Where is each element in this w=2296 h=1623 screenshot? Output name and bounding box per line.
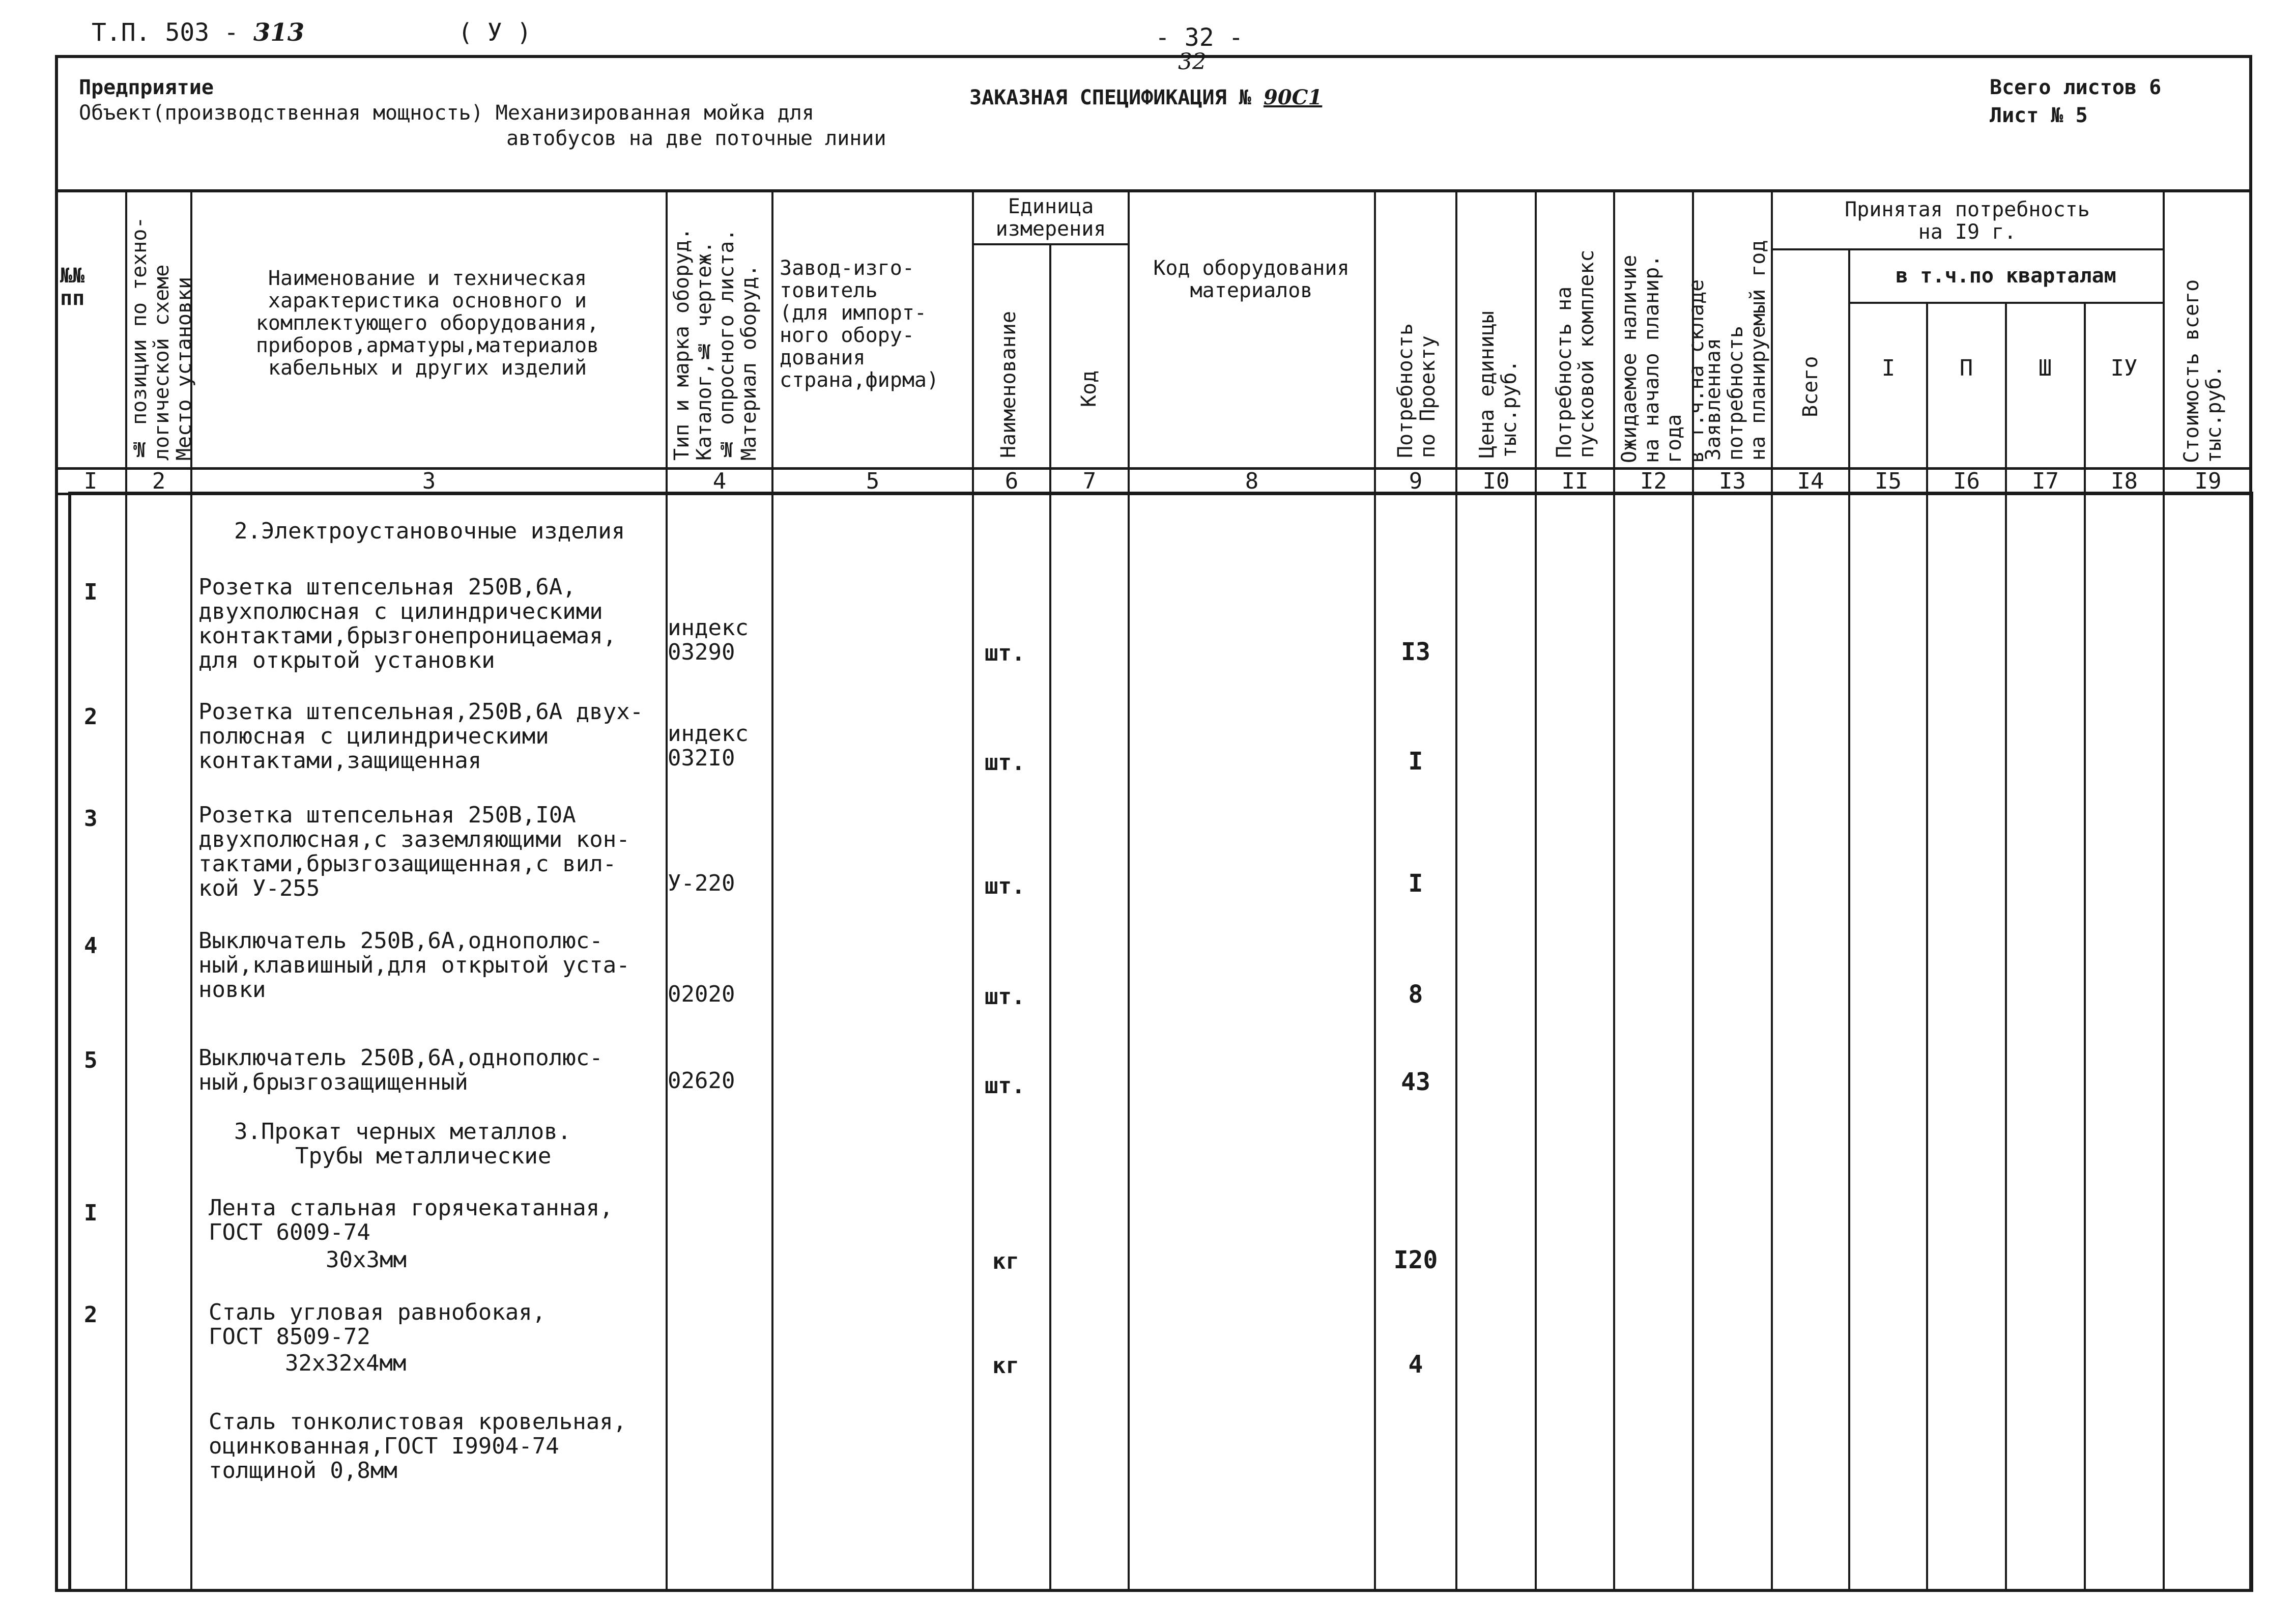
spec-title: ЗАКАЗНАЯ СПЕЦИФИКАЦИЯ № 90С1 bbox=[969, 86, 1323, 109]
object-line-2: автобусов на две поточные линии bbox=[506, 127, 886, 150]
row-qty: 8 bbox=[1408, 980, 1423, 1009]
row-qty: I20 bbox=[1393, 1246, 1438, 1274]
col-4-header: Тип и марка оборуд. Каталог,№ чертеж. № опросного листа. Материал оборуд. bbox=[670, 227, 761, 461]
column-number: I2 bbox=[1640, 468, 1667, 494]
row-name: Лента стальная горячекатанная, ГОСТ 6009-74 bbox=[209, 1195, 613, 1245]
col-line bbox=[1771, 191, 1773, 1590]
row-number: I bbox=[84, 579, 98, 605]
row-unit: кг bbox=[992, 1248, 1019, 1274]
col-line bbox=[972, 191, 974, 1590]
column-number: I9 bbox=[2194, 468, 2222, 494]
col-7-header: Код bbox=[1077, 370, 1101, 407]
row-type: индекс 03290 bbox=[668, 615, 749, 665]
col-line bbox=[771, 191, 773, 1590]
doc-marker: ( У ) bbox=[458, 18, 532, 47]
col-line bbox=[1535, 191, 1537, 1590]
row-unit: кг bbox=[992, 1353, 1019, 1379]
col-16-header: П bbox=[1959, 355, 1973, 381]
row-qty: 43 bbox=[1401, 1068, 1430, 1096]
col-line bbox=[2084, 303, 2086, 1590]
col-line bbox=[1613, 191, 1615, 1590]
col-9-header: Потребность по Проекту bbox=[1394, 323, 1440, 458]
col-6-header: Наименование bbox=[997, 311, 1020, 458]
column-number: I bbox=[83, 468, 98, 494]
column-number: I6 bbox=[1953, 468, 1980, 494]
column-number: 8 bbox=[1245, 468, 1259, 494]
row-type: У-220 bbox=[668, 870, 735, 896]
row-name: Сталь угловая равнобокая, ГОСТ 8509-72 bbox=[209, 1299, 546, 1350]
sheet-current: Лист № 5 bbox=[1990, 104, 2088, 127]
row-number: I bbox=[84, 1200, 98, 1226]
column-number: I8 bbox=[2111, 468, 2138, 494]
col-line bbox=[1128, 191, 1130, 1590]
col-14-header: Всего bbox=[1799, 356, 1822, 417]
header-divider bbox=[55, 189, 2252, 192]
row-unit: шт. bbox=[985, 1073, 1025, 1099]
unit-group-header: Единица измерения bbox=[995, 195, 1106, 241]
page-number: - 32 - bbox=[1155, 23, 1244, 52]
row-qty: I bbox=[1408, 869, 1423, 898]
row-size: 30х3мм bbox=[326, 1247, 407, 1273]
col-1-header: №№ пп bbox=[60, 264, 85, 310]
row-name: Выключатель 250В,6А,однополюс- ный,брызгозащищенный bbox=[198, 1045, 603, 1095]
col-line bbox=[1455, 191, 1457, 1590]
col-line bbox=[2163, 191, 2165, 1590]
column-number: 4 bbox=[712, 468, 727, 494]
column-number: I5 bbox=[1875, 468, 1902, 494]
row-unit: шт. bbox=[985, 984, 1025, 1010]
column-number: 2 bbox=[152, 468, 166, 494]
col-15-header: I bbox=[1881, 355, 1896, 381]
section-heading-electrical: 2.Электроустановочные изделия bbox=[234, 518, 625, 544]
row-size: 32х32х4мм bbox=[285, 1350, 407, 1376]
enterprise-label: Предприятие bbox=[79, 76, 214, 99]
column-number: I3 bbox=[1719, 468, 1746, 494]
doc-reference: Т.П. 503 - 313 bbox=[92, 18, 305, 47]
col-line bbox=[1926, 303, 1928, 1590]
column-number: I0 bbox=[1482, 468, 1510, 494]
page-number-handwritten: 32 bbox=[1178, 49, 1207, 75]
row-name: Выключатель 250В,6А,однополюс- ный,клавишный,для открытой уста- новки bbox=[198, 928, 630, 1003]
column-number: II bbox=[1561, 468, 1589, 494]
col-13-header: Заявленная потребность на планируемый год bbox=[1702, 240, 1770, 461]
row-name: Розетка штепсельная 250В,I0А двухполюсная,с заземляющими кон- тактами,брызгозащищенная,с вил- кой У-255 bbox=[198, 802, 630, 901]
row-type: 02620 bbox=[668, 1068, 735, 1094]
accepted-group-line bbox=[1771, 248, 2163, 250]
column-number: 9 bbox=[1409, 468, 1423, 494]
row-number: 5 bbox=[84, 1047, 98, 1073]
col-18-header: IУ bbox=[2110, 355, 2138, 381]
col-19-header: Стоимость всего тыс.руб. bbox=[2180, 279, 2226, 463]
col-17-header: Ш bbox=[2038, 355, 2052, 381]
column-number: 7 bbox=[1082, 468, 1097, 494]
object-line-1: Объект(производственная мощность) Механизированная мойка для bbox=[79, 101, 814, 125]
column-number: I7 bbox=[2032, 468, 2059, 494]
sheets-total: Всего листов 6 bbox=[1990, 76, 2162, 99]
row-type: 02020 bbox=[668, 981, 735, 1007]
row-number: 2 bbox=[84, 704, 98, 730]
column-number: 6 bbox=[1004, 468, 1019, 494]
row-qty: I3 bbox=[1401, 638, 1430, 666]
section-heading-metals: 3.Прокат черных металлов. bbox=[234, 1119, 571, 1145]
col-5-header: Завод-изго- товитель (для импорт- ного обору- дования страна,фирма) bbox=[780, 257, 939, 392]
row-name: Сталь тонколистовая кровельная, оцинкованная,ГОСТ I9904-74 толщиной 0,8мм bbox=[209, 1409, 627, 1484]
column-number: 5 bbox=[866, 468, 880, 494]
col-8-header: Код оборудования материалов bbox=[1153, 257, 1350, 302]
section-heading-pipes: Трубы металлические bbox=[295, 1143, 552, 1169]
row-number: 4 bbox=[84, 933, 98, 959]
row-type: индекс 032I0 bbox=[668, 721, 749, 771]
col-10-header: Цена единицы тыс.руб. bbox=[1475, 311, 1521, 458]
column-number: I4 bbox=[1797, 468, 1824, 494]
col-3-header: Наименование и техническая характеристика основного и комплектующего оборудования, приборов,арматуры,материалов кабельных и других изделий bbox=[255, 267, 599, 380]
column-number: 3 bbox=[422, 468, 436, 494]
col-2-header: № позиции по техно- логической схеме Место установки bbox=[128, 216, 196, 461]
row-qty: I bbox=[1408, 747, 1423, 776]
col-line bbox=[125, 191, 127, 1590]
row-name: Розетка штепсельная,250В,6А двух- полюсная с цилиндрическими контактами,защищенная bbox=[198, 699, 644, 774]
col-line bbox=[1049, 244, 1051, 1590]
row-name: Розетка штепсельная 250В,6А, двухполюсная с цилиндрическими контактами,брызгонепроницаемая, для открытой установки bbox=[198, 574, 617, 673]
row-qty: 4 bbox=[1408, 1350, 1423, 1379]
accepted-group-header: Принятая потребность на I9 г. bbox=[1845, 198, 2090, 244]
row-number: 3 bbox=[84, 806, 98, 832]
col-line bbox=[1848, 249, 1850, 1590]
quarters-group-header: в т.ч.по кварталам bbox=[1896, 264, 2116, 288]
row-number: 2 bbox=[84, 1302, 98, 1328]
row-unit: шт. bbox=[985, 750, 1025, 776]
col-11-header: Потребность на пусковой комплекс bbox=[1553, 249, 1598, 458]
col-12-header: Ожидаемое наличие на начало планир. года в т.ч.на складе bbox=[1618, 254, 1708, 463]
row-unit: шт. bbox=[985, 640, 1025, 666]
row-unit: шт. bbox=[985, 873, 1025, 899]
col-line bbox=[2005, 303, 2007, 1590]
